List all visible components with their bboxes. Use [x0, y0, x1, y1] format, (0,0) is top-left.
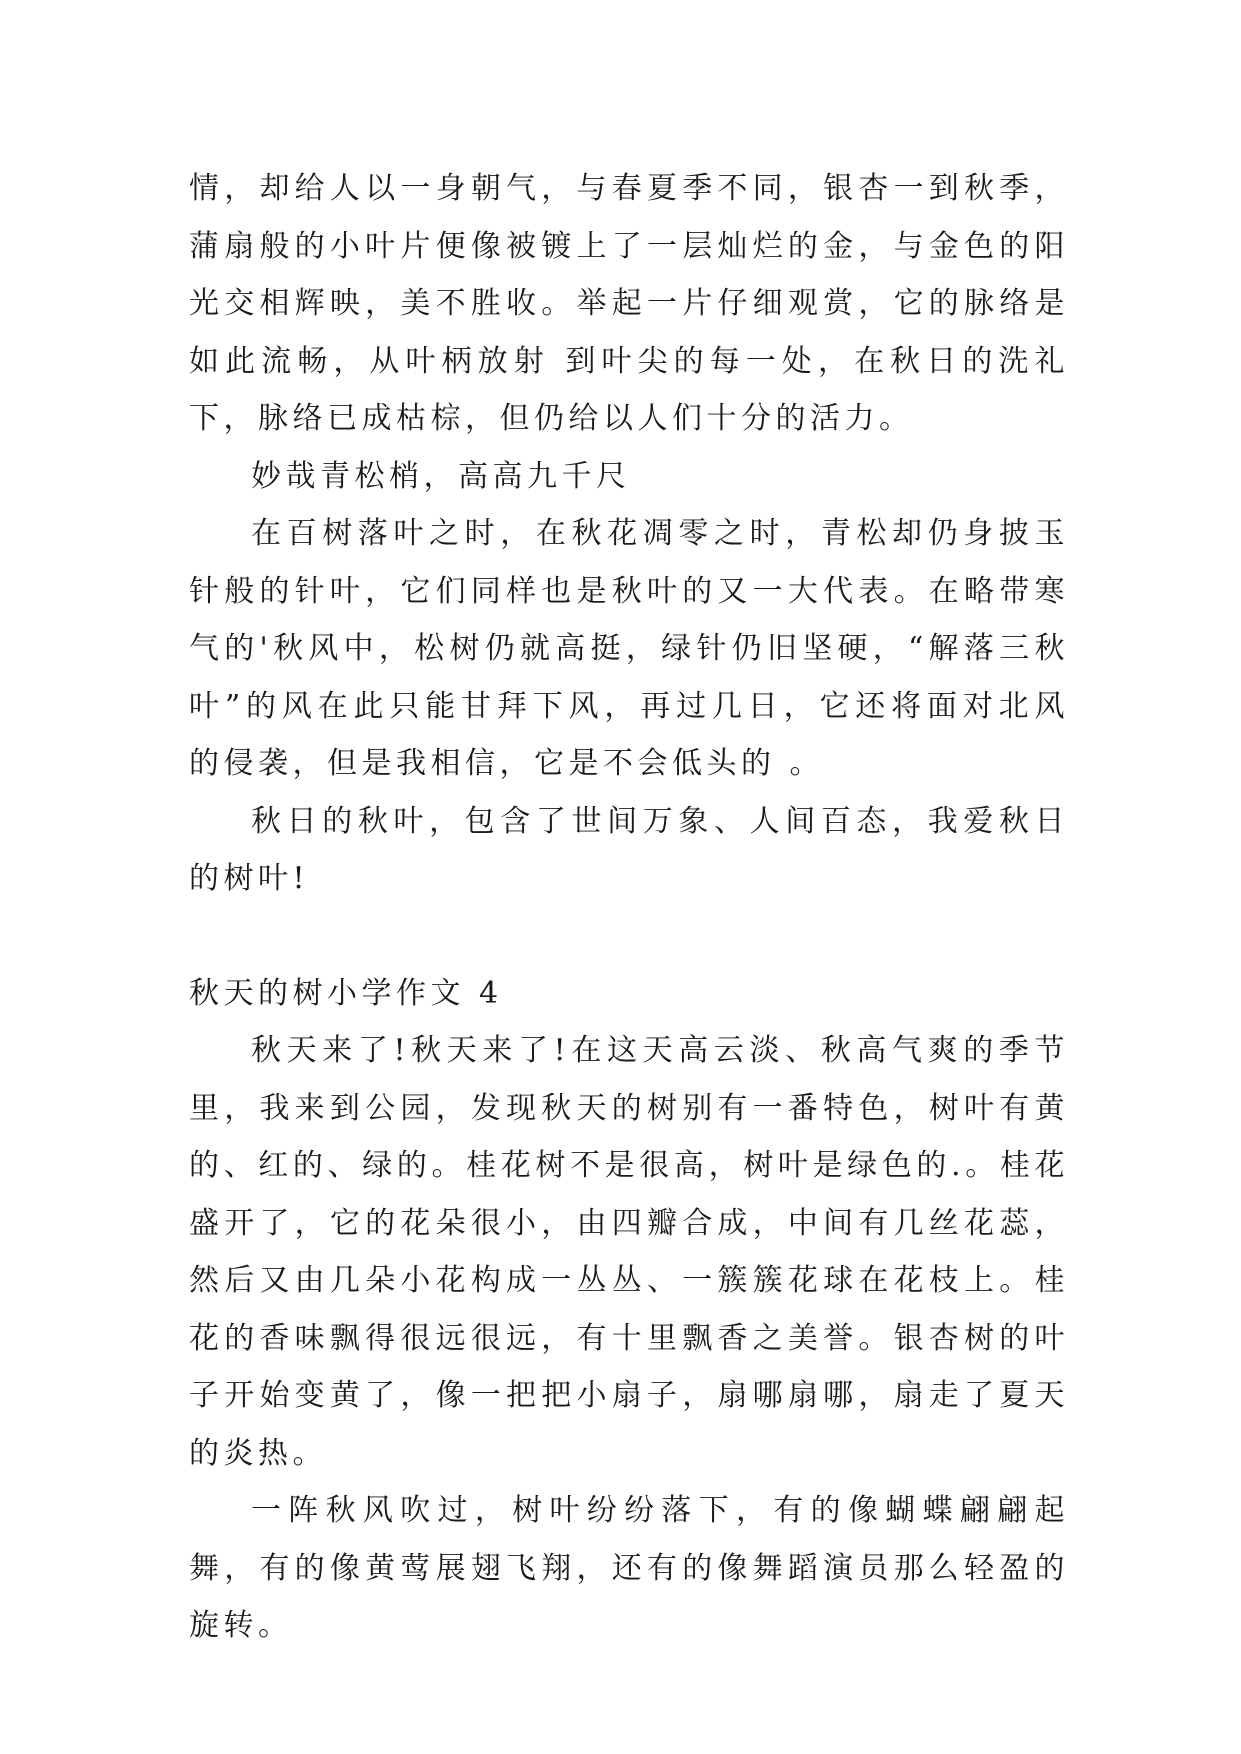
paragraph-subheading: 妙哉青松梢，高高九千尺	[251, 458, 631, 494]
paragraph: 在百树落叶之时，在秋花凋零之时，青松却仍身披玉针般的针叶，它们同样也是秋叶的又一大代表。在略带寒气的'秋风中，松树仍就高挺，绿针仍旧坚硬，“解落三秋叶”的风在此只能甘拜下风，再过几日，它还将面对北风的侵袭，但是我相信，它是不会低头的 。	[189, 516, 1069, 781]
section-gap	[189, 908, 1069, 965]
paragraph: 秋日的秋叶，包含了世间万象、人间百态，我爱秋日的树叶!	[189, 803, 1069, 896]
paragraph: 秋天来了!秋天来了!在这天高云淡、秋高气爽的季节里，我来到公园，发现秋天的树别有一番特色，树叶有黄的、红的、绿的。桂花树不是很高，树叶是绿色的.。桂花盛开了，它的花朵很小，由四瓣合成，中间有几丝花蕊，然后又由几朵小花构成一丛丛、一簇簇花球在花枝上。桂花的香味飘得很远很远，有十里飘香之美誉。银杏树的叶子开始变黄了，像一把把小扇子，扇哪扇哪，扇走了夏天的炎热。	[189, 1033, 1069, 1471]
paragraph: 情，却给人以一身朝气，与春夏季不同，银杏一到秋季，蒲扇般的小叶片便像被镀上了一层灿烂的金，与金色的阳光交相辉映，美不胜收。举起一片仔细观赏，它的脉络是如此流畅，从叶柄放射 到叶尖的每一处，在秋日的洗礼下，脉络已成枯棕，但仍给以人们十分的活力。	[189, 171, 1069, 436]
document-body	[189, 160, 1069, 1655]
section-title: 秋天的树小学作文 4	[189, 975, 503, 1011]
paragraph: 一阵秋风吹过，树叶纷纷落下，有的像蝴蝶翩翩起舞，有的像黄莺展翅飞翔，还有的像舞蹈演员那么轻盈的旋转。	[189, 1493, 1069, 1643]
